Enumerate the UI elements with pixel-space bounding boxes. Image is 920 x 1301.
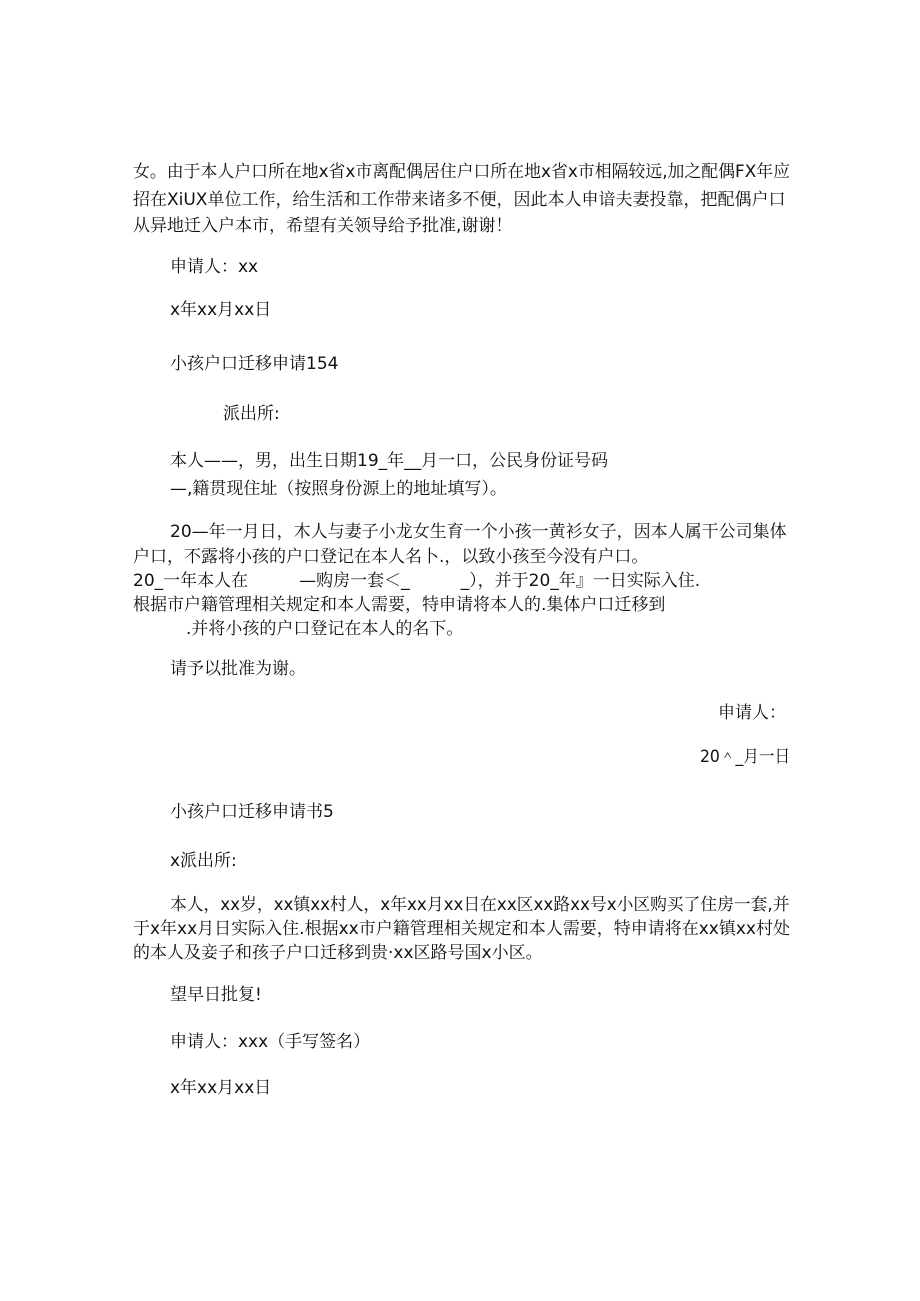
s3-para-line-1: 本人，xx岁，xx镇xx村人，x年xx月xx日在xx区xx路xx号x小区购买了住房一套,并 — [170, 895, 790, 915]
s2-addressee: 派出所: — [223, 404, 280, 424]
s1-applicant: 申请人：xx — [170, 257, 259, 277]
s3-closing: 望早日批复! — [170, 985, 262, 1005]
s1-para-line-1: 女。由于本人户口所在地x省x市离配偶居住户口所在地x省x市相隔较远,加之配偶FX年应 — [133, 162, 791, 182]
s2-para2-line-3: 20_一年本人在 —购房一套＜_ _），并于20_年』一日实际入住. — [133, 571, 701, 591]
s1-para-line-3: 从异地迁入户本市，希望有关领导给予批准,谢谢！ — [133, 216, 513, 236]
s2-para2-line-2: 户口，不露将小孩的户口登记在本人名卜.，以致小孩至今没有户口。 — [133, 547, 649, 567]
s3-title: 小孩户口迁移申请书5 — [170, 802, 334, 822]
s3-para-line-2: 于x年xx月日实际入住.根据xx市户籍管理相关规定和本人需要，特申请将在xx镇xx村处 — [133, 919, 790, 939]
s3-applicant: 申请人：xxx（手写签名） — [170, 1032, 371, 1052]
s2-para2-line-4: 根据市户籍管理相关规定和本人需要，特申请将本人的.集体户口迁移到 — [133, 595, 666, 615]
s2-para2-line-1: 20—年一月日，木人与妻子小龙女生育一个小孩一黄衫女子，因本人属干公司集体 — [170, 522, 787, 542]
s2-para1-line-2: —,籍贯现住址（按照身份源上的地址填写）。 — [170, 479, 507, 499]
s2-title: 小孩户口迁移申请154 — [170, 354, 339, 374]
s3-para-line-3: 的本人及妾子和孩子户口迁移到贵·xx区路号国x小区。 — [133, 943, 543, 963]
s1-date: x年xx月xx日 — [170, 300, 272, 320]
s2-closing: 请予以批准为谢。 — [170, 659, 306, 679]
s2-date: 20＾_月一日 — [700, 747, 791, 767]
s1-para-line-2: 招在XiUX单位工作，给生活和工作带来诸多不便，因此本人申谙夫妻投靠，把配偶户口 — [133, 190, 786, 210]
s3-date: x年xx月xx日 — [170, 1078, 272, 1098]
s2-para2-line-5: .并将小孩的户口登记在本人的名下。 — [186, 619, 464, 639]
s3-addressee: x派出所: — [170, 851, 237, 871]
s2-applicant: 申请人： — [718, 703, 786, 723]
s2-para1-line-1: 本人——，男，出生日期19_年__月一口，公民身份证号码 — [170, 451, 609, 471]
